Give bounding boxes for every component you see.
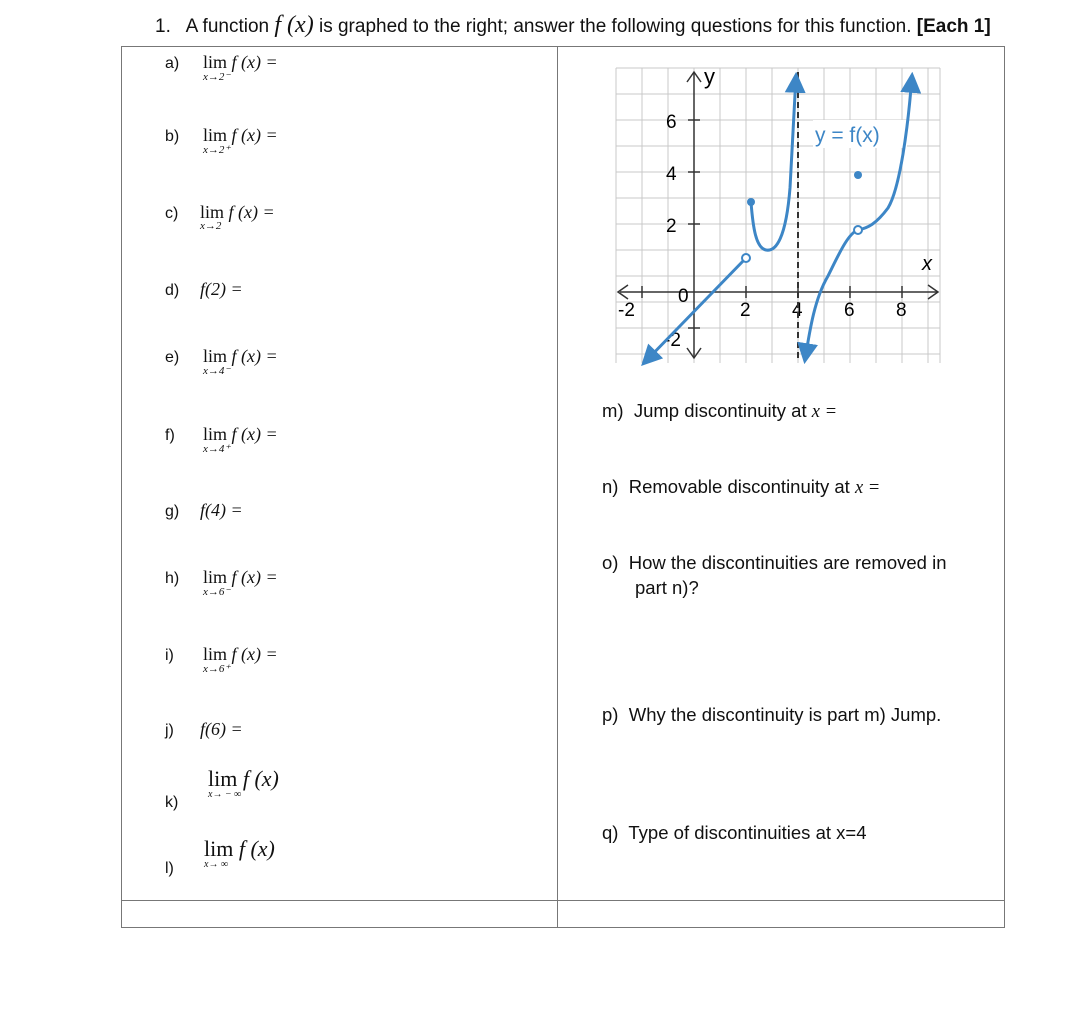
function-symbol: f (x) bbox=[274, 12, 314, 38]
y-axis-label: y bbox=[704, 64, 715, 89]
q-m: m) Jump discontinuity at x = bbox=[602, 400, 838, 422]
table-bottom-row bbox=[121, 900, 1005, 901]
points-note: [Each 1] bbox=[916, 16, 991, 37]
q-k-label: k) bbox=[165, 794, 179, 811]
q-p: p) Why the discontinuity is part m) Jump. bbox=[602, 704, 942, 725]
question-title: 1. A function f (x) is graphed to the right; answer the following questions for this function. [Each 1] bbox=[155, 12, 991, 38]
y-tick-6: 6 bbox=[666, 112, 677, 133]
open-point-x2 bbox=[742, 254, 750, 262]
q-c-label: c) bbox=[165, 205, 179, 222]
q-n: n) Removable discontinuity at x = bbox=[602, 476, 881, 498]
q-f-label: f) bbox=[165, 427, 175, 444]
q-q: q) Type of discontinuities at x=4 bbox=[602, 822, 867, 843]
closed-point-x6 bbox=[854, 171, 862, 179]
y-tick-neg2: -2 bbox=[664, 330, 681, 351]
q-k-expression: lim x→ − ∞ f (x) bbox=[208, 766, 279, 800]
q-g-expression: f(4) = bbox=[200, 500, 243, 520]
q-h-label: h) bbox=[165, 570, 180, 587]
q-b-label: b) bbox=[165, 128, 180, 145]
x-tick-2: 2 bbox=[740, 300, 751, 321]
column-divider bbox=[557, 46, 558, 928]
x-tick-4: 4 bbox=[792, 300, 803, 321]
q-d-label: d) bbox=[165, 282, 180, 299]
q-g-label: g) bbox=[165, 503, 180, 520]
graph-grid bbox=[616, 68, 940, 363]
q-a-label: a) bbox=[165, 55, 180, 72]
open-point-x6 bbox=[854, 226, 862, 234]
q-h-expression: lim x→6⁻ f (x) = bbox=[203, 567, 278, 598]
origin-label: 0 bbox=[678, 286, 689, 307]
x-tick-neg2: -2 bbox=[618, 300, 635, 321]
curve-label: y = f(x) bbox=[815, 124, 880, 147]
q-d-expression: f(2) = bbox=[200, 279, 243, 299]
x-tick-6: 6 bbox=[844, 300, 855, 321]
q-b-expression: lim x→2⁺ f (x) = bbox=[203, 125, 278, 156]
closed-point-x2 bbox=[747, 198, 755, 206]
y-tick-4: 4 bbox=[666, 164, 677, 185]
q-f-expression: lim x→4⁺ f (x) = bbox=[203, 424, 278, 455]
y-tick-2: 2 bbox=[666, 216, 677, 237]
q-c-expression: lim x→2 f (x) = bbox=[200, 202, 275, 232]
q-o-line2: part n)? bbox=[635, 577, 699, 598]
q-e-expression: lim x→4⁻ f (x) = bbox=[203, 346, 278, 377]
x-tick-8: 8 bbox=[896, 300, 907, 321]
q-l-expression: lim x→ ∞ f (x) bbox=[204, 836, 275, 870]
q-j-expression: f(6) = bbox=[200, 719, 243, 739]
q-i-expression: lim x→6⁺ f (x) = bbox=[203, 644, 278, 675]
q-l-label: l) bbox=[165, 860, 174, 877]
q-e-label: e) bbox=[165, 349, 180, 366]
x-axis-label: x bbox=[922, 253, 932, 275]
q-a-expression: lim x→2⁻ f (x) = bbox=[203, 52, 278, 83]
q-j-label: j) bbox=[165, 722, 174, 739]
curve-segment-left bbox=[644, 258, 746, 363]
function-graph bbox=[600, 58, 950, 373]
q-i-label: i) bbox=[165, 647, 174, 664]
q-o: o) How the discontinuities are removed in bbox=[602, 552, 947, 573]
